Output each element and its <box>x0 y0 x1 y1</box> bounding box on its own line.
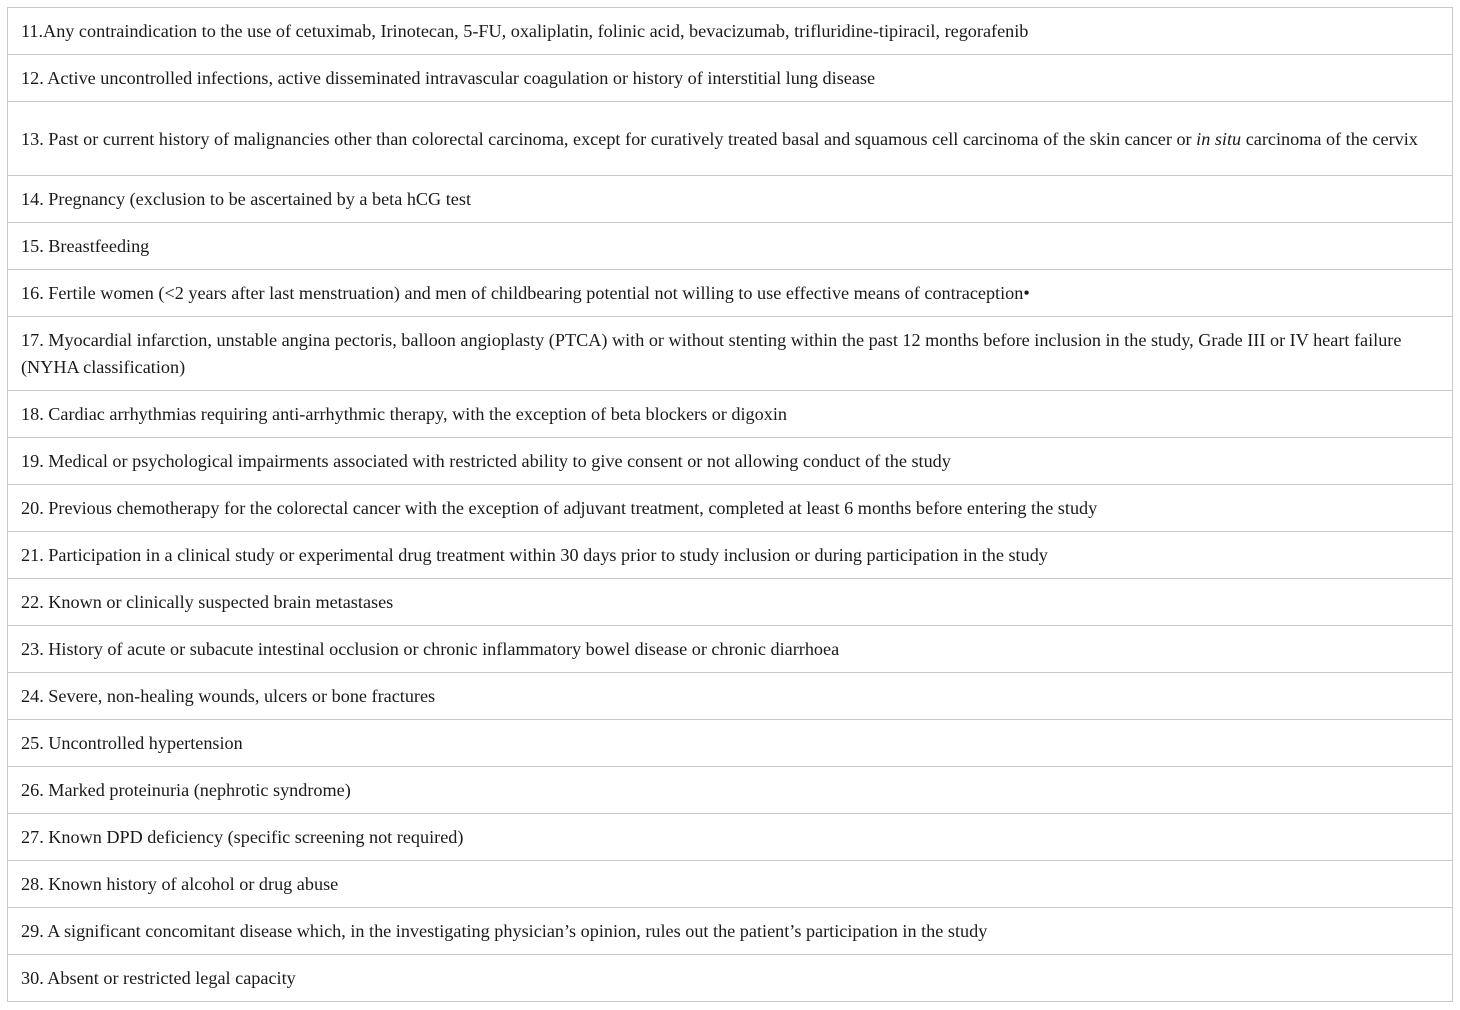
criterion-cell: 17. Myocardial infarction, unstable angina pectoris, balloon angioplasty (PTCA) with or without stenting within the past 12 months before inclusion in the study, Grade III or IV heart failure (NYHA classification) <box>8 317 1453 391</box>
criterion-cell: 23. History of acute or subacute intestinal occlusion or chronic inflammatory bowel disease or chronic diarrhoea <box>8 626 1453 673</box>
exclusion-criteria-table <box>7 7 1453 1002</box>
table-row <box>8 223 1453 270</box>
table-row <box>8 55 1453 102</box>
criterion-cell: 26. Marked proteinuria (nephrotic syndrome) <box>8 767 1453 814</box>
table-row <box>8 8 1453 55</box>
criterion-cell: 20. Previous chemotherapy for the colorectal cancer with the exception of adjuvant treatment, completed at least 6 months before entering the study <box>8 485 1453 532</box>
criterion-cell: 29. A significant concomitant disease which, in the investigating physician’s opinion, rules out the patient’s participation in the study <box>8 908 1453 955</box>
criterion-cell: 28. Known history of alcohol or drug abuse <box>8 861 1453 908</box>
table-row <box>8 861 1453 908</box>
table-row <box>8 317 1453 391</box>
table-row <box>8 532 1453 579</box>
criterion-cell: 16. Fertile women (<2 years after last menstruation) and men of childbearing potential not willing to use effective means of contraception• <box>8 270 1453 317</box>
criterion-cell: 22. Known or clinically suspected brain metastases <box>8 579 1453 626</box>
table-row <box>8 438 1453 485</box>
table-row <box>8 908 1453 955</box>
criterion-text: carcinoma of the cervix <box>1241 128 1418 149</box>
table-row <box>8 270 1453 317</box>
criterion-cell: 11.Any contraindication to the use of cetuximab, Irinotecan, 5-FU, oxaliplatin, folinic acid, bevacizumab, trifluridine-tipiracil, regorafenib <box>8 8 1453 55</box>
table-row <box>8 391 1453 438</box>
criterion-cell: 25. Uncontrolled hypertension <box>8 720 1453 767</box>
criterion-cell: 30. Absent or restricted legal capacity <box>8 955 1453 1002</box>
table-row <box>8 102 1453 176</box>
criterion-cell: 18. Cardiac arrhythmias requiring anti-arrhythmic therapy, with the exception of beta blockers or digoxin <box>8 391 1453 438</box>
criterion-cell <box>8 102 1453 176</box>
table-row <box>8 814 1453 861</box>
table-row <box>8 485 1453 532</box>
criterion-cell: 24. Severe, non-healing wounds, ulcers or bone fractures <box>8 673 1453 720</box>
criterion-cell: 14. Pregnancy (exclusion to be ascertained by a beta hCG test <box>8 176 1453 223</box>
criterion-cell: 15. Breastfeeding <box>8 223 1453 270</box>
table-row <box>8 767 1453 814</box>
criterion-cell: 27. Known DPD deficiency (specific screening not required) <box>8 814 1453 861</box>
table-row <box>8 626 1453 673</box>
table-row <box>8 579 1453 626</box>
table-row <box>8 955 1453 1002</box>
criterion-cell: 12. Active uncontrolled infections, active disseminated intravascular coagulation or history of interstitial lung disease <box>8 55 1453 102</box>
criterion-text: 13. Past or current history of malignancies other than colorectal carcinoma, except for curatively treated basal and squamous cell carcinoma of the skin cancer or <box>21 128 1197 149</box>
table-row <box>8 673 1453 720</box>
criterion-italic-text: in situ <box>1196 128 1242 149</box>
criterion-cell: 21. Participation in a clinical study or experimental drug treatment within 30 days prior to study inclusion or during participation in the study <box>8 532 1453 579</box>
table-row <box>8 720 1453 767</box>
table-row <box>8 176 1453 223</box>
criterion-cell: 19. Medical or psychological impairments associated with restricted ability to give consent or not allowing conduct of the study <box>8 438 1453 485</box>
